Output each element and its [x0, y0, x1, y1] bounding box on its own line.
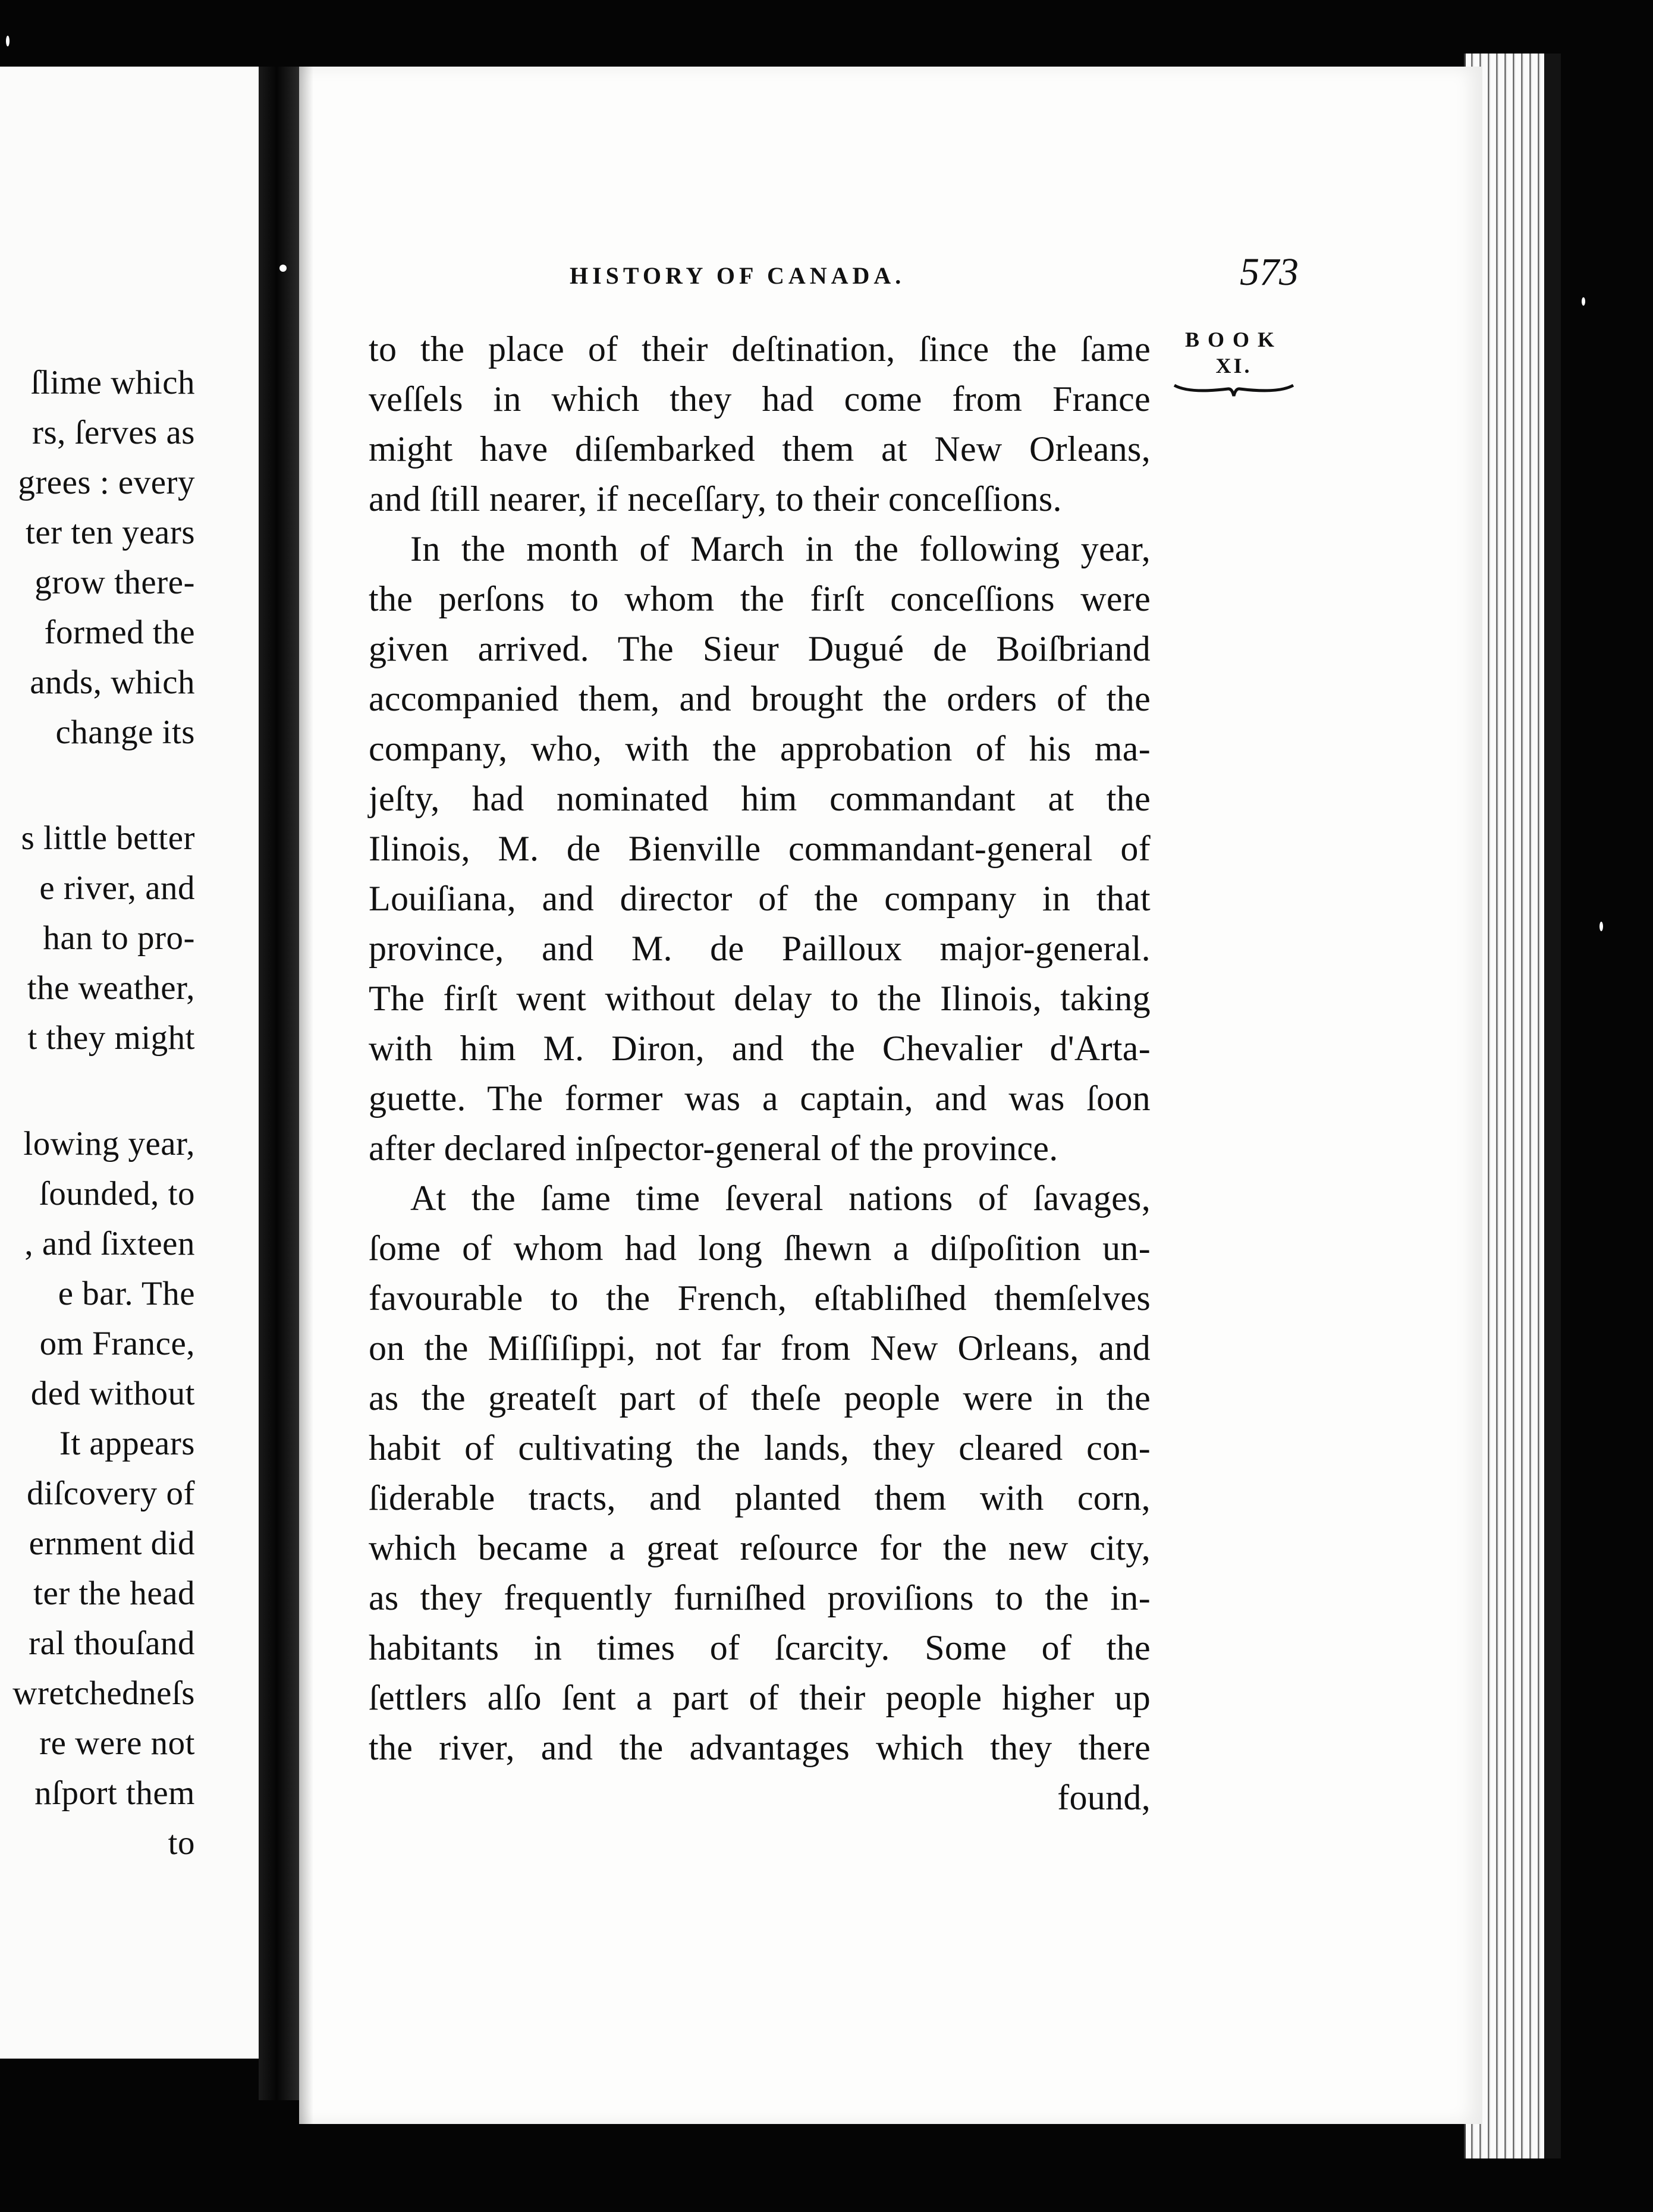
left-page-line: formed the [44, 614, 195, 651]
left-page-line: ter ten years [25, 514, 195, 551]
text-line: might have diſembarked them at New Orleans, [369, 429, 1151, 469]
brace-ornament-icon [1171, 381, 1296, 398]
text-line: given arrived. The Sieur Dugué de Boiſbriand [369, 629, 1151, 668]
text-line: veſſels in which they had come from France [369, 379, 1151, 419]
left-page [0, 67, 259, 2059]
left-page-line: lowing year, [23, 1125, 195, 1162]
text-line: ſettlers alſo ſent a part of their people higher up [369, 1678, 1151, 1717]
left-page-line: nſport them [34, 1774, 195, 1812]
page-fold-shadow [299, 67, 313, 2124]
text-line: the river, and the advantages which they there [369, 1728, 1151, 1767]
text-line: accompanied them, and brought the orders of the [369, 679, 1151, 718]
left-page-line: wretchedneſs [12, 1674, 195, 1712]
left-page-line: ſounded, to [39, 1175, 195, 1212]
text-line: favourable to the French, eſtabliſhed themſelves [369, 1278, 1151, 1318]
left-page-line: diſcovery of [27, 1475, 195, 1512]
left-page-line: ded without [30, 1375, 195, 1412]
book-gutter [259, 67, 299, 2100]
left-page-line: ter the head [33, 1575, 195, 1612]
page-number: 573 [1240, 250, 1299, 294]
catchword: found, [1057, 1778, 1151, 1817]
scan-speck [6, 36, 10, 46]
scan-speck [1599, 922, 1603, 931]
marginal-book-label: BOOK [1184, 328, 1283, 351]
left-page-line: grow there- [34, 564, 195, 601]
left-page-line: e bar. The [58, 1275, 195, 1312]
scan-speck [1582, 297, 1585, 306]
left-page-line: to [168, 1824, 195, 1862]
left-page-line: , and ſixteen [24, 1225, 195, 1262]
text-line: province, and M. de Pailloux major-general. [369, 929, 1151, 968]
left-page-line: re were not [39, 1724, 195, 1762]
text-line: the perſons to whom the firſt conceſſions were [369, 579, 1151, 618]
text-line: ſiderable tracts, and planted them with corn, [369, 1478, 1151, 1517]
text-line: habit of cultivating the lands, they cleared con- [369, 1428, 1151, 1468]
left-page-line: ands, which [30, 664, 195, 701]
text-line: guette. The former was a captain, and was ſoon [369, 1079, 1151, 1118]
left-page-line: s little better [21, 819, 195, 857]
left-page-line: ernment did [29, 1525, 195, 1562]
left-page-line: t they might [27, 1019, 195, 1057]
text-line: jeſty, had nominated him commandant at the [369, 779, 1151, 818]
text-line: as the greateſt part of theſe people were in the [369, 1378, 1151, 1418]
left-page-line: rs, ſerves as [32, 414, 195, 451]
text-line: company, who, with the approbation of his ma- [369, 729, 1151, 768]
left-page-line: e river, and [39, 869, 195, 907]
scan-speck [279, 265, 287, 272]
text-line: as they frequently furniſhed proviſions to the in- [369, 1578, 1151, 1617]
left-page-line: om France, [39, 1325, 195, 1362]
text-line: on the Miſſiſippi, not far from New Orleans, and [369, 1328, 1151, 1368]
running-head: HISTORY OF CANADA. [570, 262, 906, 289]
text-line: and ſtill nearer, if neceſſary, to their conceſſions. [369, 479, 1062, 519]
text-line: which became a great reſource for the new city, [369, 1528, 1151, 1567]
left-page-line: the weather, [27, 969, 195, 1007]
text-line: to the place of their deſtination, ſince the ſame [369, 329, 1151, 369]
text-line: The firſt went without delay to the Ilinois, taking [369, 979, 1151, 1018]
left-page-line: han to pro- [43, 919, 195, 957]
paragraph-first-line: In the month of March in the following year, [410, 529, 1151, 568]
paragraph-first-line: At the ſame time ſeveral nations of ſavages, [410, 1179, 1151, 1218]
text-line: Louiſiana, and director of the company in that [369, 879, 1151, 918]
text-line: habitants in times of ſcarcity. Some of the [369, 1628, 1151, 1667]
text-line: after declared inſpector-general of the province. [369, 1129, 1058, 1168]
left-page-line: ſlime which [30, 364, 195, 401]
left-page-line: grees : every [18, 464, 195, 501]
text-line: Ilinois, M. de Bienville commandant-general of [369, 829, 1151, 868]
left-page-line: It appears [59, 1425, 195, 1462]
text-line: ſome of whom had long ſhewn a diſpoſition un- [369, 1228, 1151, 1268]
text-line: with him M. Diron, and the Chevalier d'Arta- [369, 1029, 1151, 1068]
marginal-note [1171, 327, 1296, 398]
left-page-line: ral thouſand [29, 1625, 195, 1662]
left-page-line: change its [55, 714, 195, 751]
marginal-book-number: XI. [1215, 354, 1252, 378]
